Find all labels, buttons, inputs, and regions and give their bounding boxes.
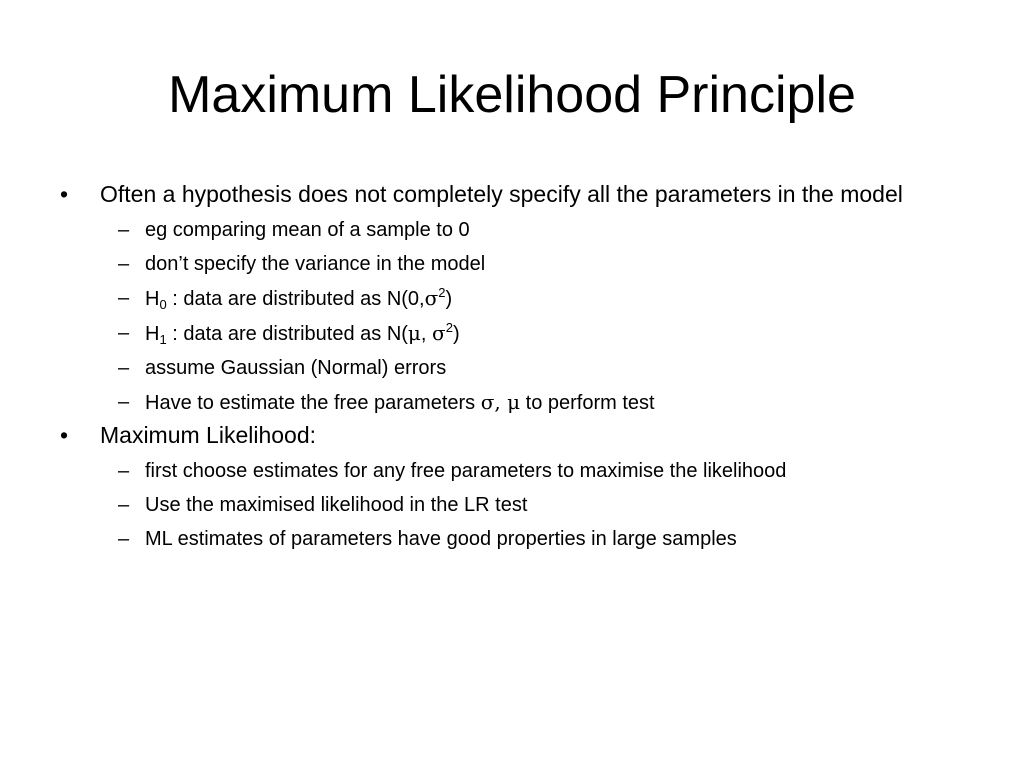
bullet-icon: •	[60, 422, 69, 448]
h1-text-b: )	[452, 323, 460, 345]
sub-item-h0	[58, 285, 968, 312]
h0-subscript: 0	[159, 297, 167, 312]
dash-icon: –	[118, 253, 130, 275]
sub-item-choose-estimates	[58, 458, 968, 484]
slide-title: Maximum Likelihood Principle	[168, 66, 856, 124]
sub-item-ml-estimates	[58, 526, 968, 552]
h0-text-b: )	[445, 288, 453, 310]
sigma-symbol: σ	[432, 321, 446, 345]
mu-symbol: μ	[407, 321, 421, 345]
sub-item-estimate	[58, 389, 968, 416]
sub-item-variance	[58, 251, 968, 277]
bullet-text: Often a hypothesis does not completely specify all the parameters in the model	[100, 181, 903, 207]
estimate-text-b: to perform test	[520, 392, 655, 414]
sub-item-text: don’t specify the variance in the model	[145, 253, 486, 275]
sub-item-lr-test	[58, 492, 968, 518]
dash-icon: –	[118, 219, 130, 241]
sub-item-text: first choose estimates for any free parameters to maximise the likelihood	[145, 460, 787, 482]
sub-item-text: Use the maximised likelihood in the LR test	[145, 494, 528, 516]
dash-icon: –	[118, 322, 130, 344]
sub-item-text: eg comparing mean of a sample to 0	[145, 219, 470, 241]
h1-superscript: 2	[445, 320, 453, 335]
h0-label: H	[145, 288, 160, 310]
h1-label: H	[145, 323, 160, 345]
h0-text-a: : data are distributed as N(0,	[166, 288, 425, 310]
slide-body	[58, 180, 968, 552]
sub-item-text: assume Gaussian (Normal) errors	[145, 357, 447, 379]
dash-icon: –	[118, 528, 130, 550]
sub-item-eg-comparing	[58, 217, 968, 243]
bullet-item-hypothesis	[58, 180, 968, 209]
dash-icon: –	[118, 391, 130, 413]
h1-subscript: 1	[159, 332, 167, 347]
greek-parameters: σ, μ	[480, 390, 521, 414]
h1-comma: ,	[420, 323, 433, 345]
bullet-icon: •	[60, 181, 69, 207]
dash-icon: –	[118, 357, 130, 379]
dash-icon: –	[118, 494, 130, 516]
sub-item-gaussian	[58, 355, 968, 381]
dash-icon: –	[118, 460, 130, 482]
estimate-text-a: Have to estimate the free parameters	[145, 392, 481, 414]
bullet-text: Maximum Likelihood:	[100, 422, 317, 448]
sigma-symbol: σ	[424, 286, 439, 310]
sub-item-h1	[58, 320, 968, 347]
dash-icon: –	[118, 287, 130, 309]
h1-text-a: : data are distributed as N(	[166, 323, 408, 345]
bullet-item-max-likelihood	[58, 421, 968, 450]
h0-superscript: 2	[438, 285, 446, 300]
sub-item-text: ML estimates of parameters have good properties in large samples	[145, 528, 737, 550]
